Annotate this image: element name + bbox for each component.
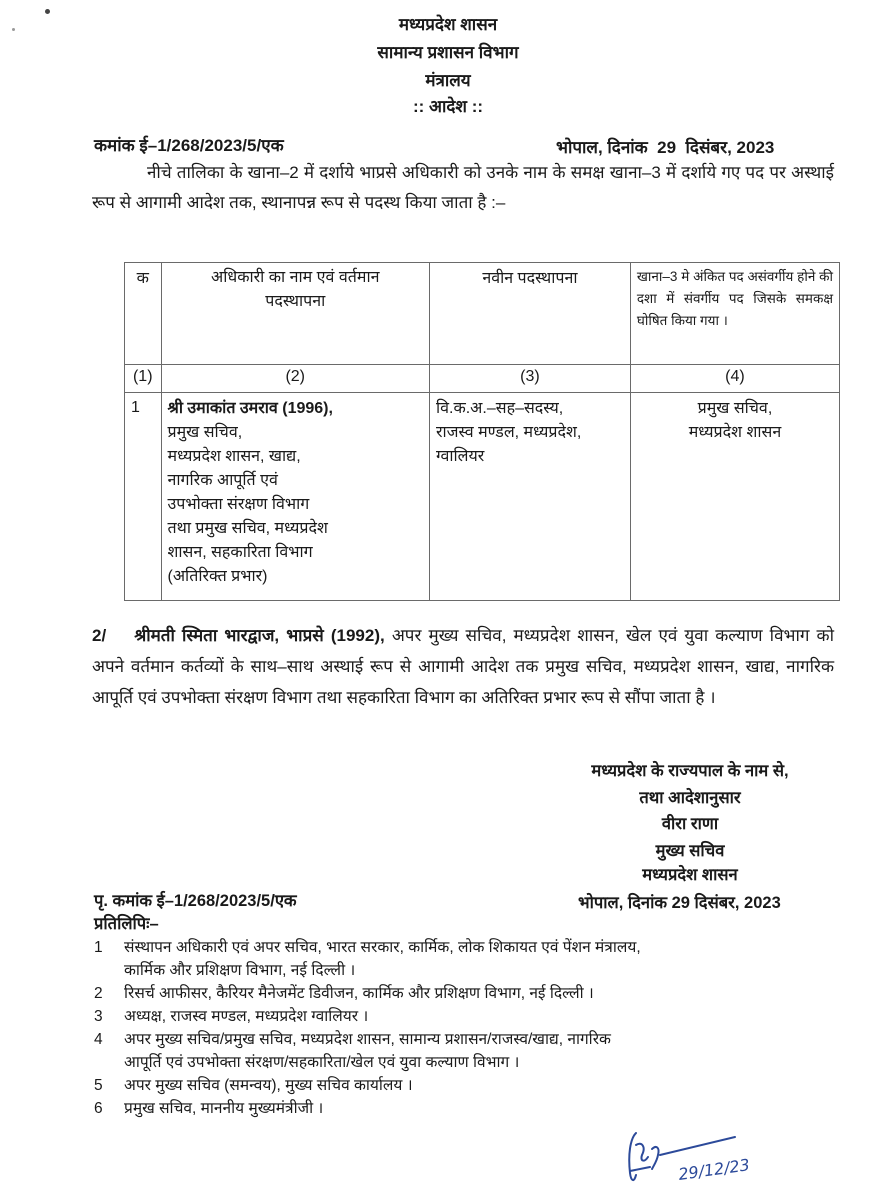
signatory-name: वीरा राणा bbox=[661, 815, 719, 833]
header-ministry: मंत्रालय bbox=[425, 71, 471, 90]
col-number-4: (4) bbox=[630, 365, 839, 393]
officer-name: श्री उमाकांत उमराव (1996), bbox=[167, 400, 333, 417]
copy-number: 6 bbox=[94, 1100, 103, 1117]
copy-text: प्रमुख सचिव, माननीय मुख्यमंत्रीजी । bbox=[124, 1100, 324, 1117]
officer-posting-line: शासन, सहकारिता विभाग bbox=[167, 544, 313, 561]
copy-text: संस्थापन अधिकारी एवं अपर सचिव, भारत सरकार, कार्मिक, लोक शिकायत एवं पेंशन मंत्रालय, bbox=[124, 939, 641, 956]
copy-number: 5 bbox=[94, 1077, 103, 1094]
new-posting-line: ग्वालियर bbox=[435, 448, 485, 465]
handwritten-signature bbox=[600, 1125, 800, 1195]
posting-table bbox=[124, 262, 840, 601]
table-header-row bbox=[125, 263, 840, 365]
equivalent-post-line: प्रमुख सचिव, bbox=[697, 400, 773, 417]
copy-item bbox=[94, 936, 854, 982]
signature-authority-line: मध्यप्रदेश के राज्यपाल के नाम से, bbox=[591, 762, 789, 780]
officer-posting-line: (अतिरिक्त प्रभार) bbox=[167, 568, 268, 585]
order-place-date: भोपाल, दिनांक 29 दिसंबर, 2023 bbox=[556, 138, 775, 157]
copy-text: रिसर्च आफीसर, कैरियर मैनेजमेंट डिवीजन, कार्मिक और प्रशिक्षण विभाग, नई दिल्ली । bbox=[124, 985, 594, 1002]
endorsement-number: पृ. कमांक ई–1/268/2023/5/एक bbox=[94, 892, 297, 910]
col-number-2: (2) bbox=[161, 365, 429, 393]
signature-stroke bbox=[629, 1133, 636, 1180]
signature-stroke bbox=[636, 1144, 648, 1161]
officer-posting-line: मध्यप्रदेश शासन, खाद्य, bbox=[167, 448, 301, 465]
signature-stroke bbox=[652, 1147, 659, 1169]
signature-date: 29/12/23 bbox=[677, 1155, 751, 1184]
copy-text: अपर मुख्य सचिव (समन्वय), मुख्य सचिव कार्यालय । bbox=[124, 1077, 413, 1094]
para2-text: अपर मुख्य सचिव, मध्यप्रदेश शासन, खेल एवं युवा कल्याण विभाग को अपने वर्तमान कर्तव्यों के साथ–साथ अस्थाई रूप से आगामी आदेश तक प्रमुख सचिव, मध्यप्रदेश शासन, खाद्य, नागरिक आपूर्ति एवं उपभोक्ता संरक्षण विभाग तथा सहकारिता विभाग का अतिरिक्त प्रभार रूप से सौंपा जाता है । bbox=[92, 626, 834, 707]
signatory-designation: मुख्य सचिव bbox=[655, 842, 725, 860]
copy-label: प्रतिलिपिः– bbox=[94, 915, 159, 933]
intro-paragraph bbox=[92, 158, 834, 218]
endorsement-place-date: भोपाल, दिनांक 29 दिसंबर, 2023 bbox=[578, 894, 781, 912]
row-serial: 1 bbox=[125, 393, 162, 601]
officer-posting-line: प्रमुख सचिव, bbox=[167, 424, 243, 441]
header-government: मध्यप्रदेश शासन bbox=[398, 15, 498, 34]
signature-authority-line2: तथा आदेशानुसार bbox=[639, 789, 741, 807]
order-number: कमांक ई–1/268/2023/5/एक bbox=[94, 136, 284, 155]
col-number-1: (1) bbox=[125, 365, 162, 393]
paragraph-2 bbox=[92, 620, 834, 713]
copy-item bbox=[94, 982, 854, 1005]
header-serial: क bbox=[125, 263, 162, 365]
signatory-office: मध्यप्रदेश शासन bbox=[642, 866, 738, 884]
copy-text: कार्मिक और प्रशिक्षण विभाग, नई दिल्ली । bbox=[124, 962, 356, 979]
copy-number: 3 bbox=[94, 1008, 103, 1025]
table-row bbox=[125, 393, 840, 601]
copy-number: 1 bbox=[94, 939, 103, 956]
intro-text: नीचे तालिका के खाना–2 में दर्शाये भाप्रसे अधिकारी को उनके नाम के समक्ष खाना–3 में दर्शाये गए पद पर अस्थाई रूप से आगामी आदेश तक, स्थानापन्न रूप से पदस्थ किया जाता है :– bbox=[92, 163, 834, 212]
signature-stroke bbox=[630, 1167, 650, 1171]
table-number-row bbox=[125, 365, 840, 393]
officer-posting-line: नागरिक आपूर्ति एवं bbox=[167, 472, 278, 489]
copy-text: अध्यक्ष, राजस्व मण्डल, मध्यप्रदेश ग्वालियर । bbox=[124, 1008, 369, 1025]
new-posting-line: राजस्व मण्डल, मध्यप्रदेश, bbox=[435, 424, 582, 441]
header-order-title: :: आदेश :: bbox=[412, 97, 484, 116]
copy-item bbox=[94, 1097, 854, 1120]
header-officer: अधिकारी का नाम एवं वर्तमान पदस्थापना bbox=[161, 263, 429, 365]
equivalent-post-line: मध्यप्रदेश शासन bbox=[688, 424, 782, 441]
officer-posting-line: तथा प्रमुख सचिव, मध्यप्रदेश bbox=[167, 520, 328, 537]
copy-list bbox=[94, 936, 854, 1120]
header-new-posting: नवीन पदस्थापना bbox=[429, 263, 630, 365]
copy-text: आपूर्ति एवं उपभोक्ता संरक्षण/सहकारिता/खेल एवं युवा कल्याण विभाग । bbox=[124, 1054, 520, 1071]
row-new-posting bbox=[429, 393, 630, 601]
copy-item bbox=[94, 1005, 854, 1028]
copy-item bbox=[94, 1074, 854, 1097]
copy-number: 2 bbox=[94, 985, 103, 1002]
copy-number: 4 bbox=[94, 1031, 103, 1048]
signature-stroke bbox=[660, 1137, 735, 1155]
copy-item bbox=[94, 1028, 854, 1074]
officer-posting-line: उपभोक्ता संरक्षण विभाग bbox=[167, 496, 310, 513]
para2-prefix: 2/ bbox=[92, 626, 107, 645]
para2-officer-name: श्रीमती स्मिता भारद्वाज, भाप्रसे (1992), bbox=[134, 626, 385, 645]
copy-text: अपर मुख्य सचिव/प्रमुख सचिव, मध्यप्रदेश शासन, सामान्य प्रशासन/राजस्व/खाद्य, नागरिक bbox=[124, 1031, 611, 1048]
header-department: सामान्य प्रशासन विभाग bbox=[377, 43, 519, 62]
row-equivalent-post bbox=[630, 393, 839, 601]
new-posting-line: वि.क.अ.–सह–सदस्य, bbox=[435, 400, 564, 417]
col-number-3: (3) bbox=[429, 365, 630, 393]
header-equivalent-post: खाना–3 मे अंकित पद असंवर्गीय होने की दशा में संवर्गीय पद जिसके समकक्ष घोषित किया गया । bbox=[630, 263, 839, 365]
row-officer bbox=[161, 393, 429, 601]
